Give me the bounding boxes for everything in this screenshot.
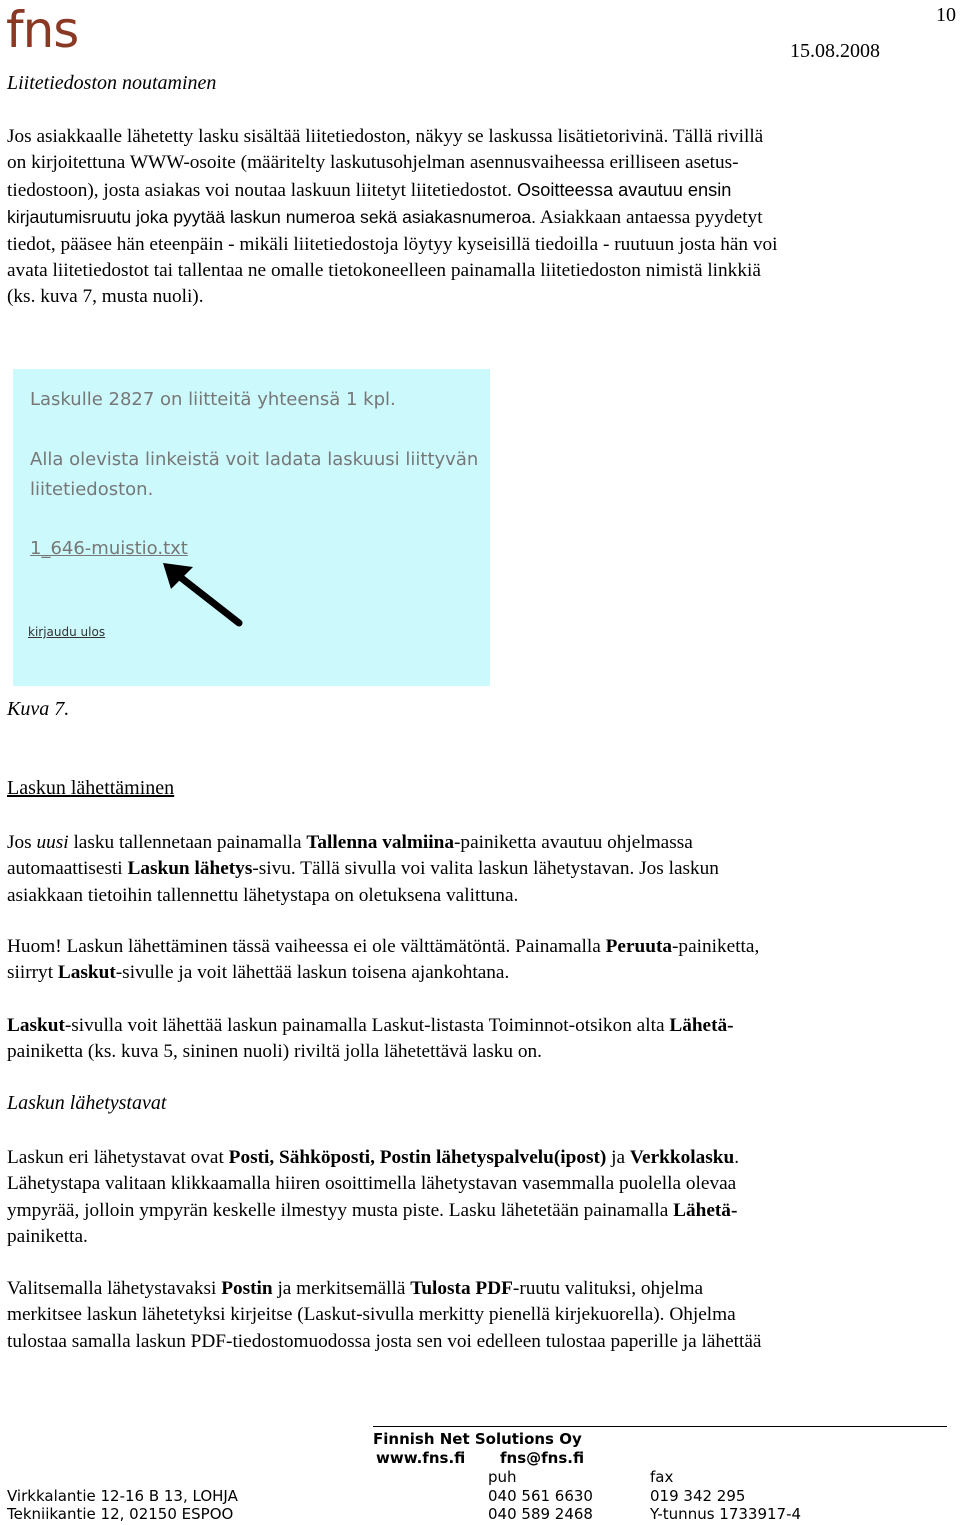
- text-line: [7, 1198, 957, 1224]
- text-line: tulostaa samalla laskun PDF-tiedostomuodossa josta sen voi edelleen tulostaa paperille ja lähettää: [7, 1330, 762, 1352]
- footer-company: Finnish Net Solutions Oy: [373, 1430, 582, 1448]
- text-line: Lähetystapa valitaan klikkaamalla hiiren osoittimella lähetystavan vasemmalla puolella olevaa: [7, 1173, 737, 1195]
- text-segment: -sivu. Tällä sivulla voi valita laskun lähetystavan. Jos laskun: [252, 858, 719, 880]
- text-segment: siirryt: [7, 962, 58, 984]
- text-segment: -sivulla voit lähettää laskun painamalla Laskut-listasta Toiminnot-otsikon alta: [64, 1015, 670, 1036]
- text-segment: Verkkolasku: [629, 1147, 735, 1168]
- text-line: [7, 830, 957, 856]
- footer-address-espoo: Tekniikantie 12, 02150 ESPOO: [7, 1505, 234, 1523]
- footer-divider: [373, 1426, 947, 1427]
- text-segment: automaattisesti: [7, 858, 128, 880]
- text-line: [7, 177, 957, 204]
- text-segment: Laskun eri lähetystavat ovat: [7, 1147, 229, 1168]
- text-segment: Lähetä-: [673, 1199, 738, 1221]
- text-line: [7, 856, 957, 882]
- footer-phone-label: puh: [488, 1468, 517, 1486]
- text-segment: -painiketta,: [672, 936, 760, 957]
- text-line: [7, 204, 957, 231]
- text-segment: Tulosta PDF: [410, 1278, 513, 1299]
- text-segment: ympyrää, jolloin ympyrän keskelle ilmestyy musta piste. Lasku lähetetään painamalla: [7, 1199, 674, 1221]
- text-segment: tiedostoon), josta asiakas voi noutaa laskuun liitetyt liitetiedostot.: [7, 179, 512, 201]
- text-line: [7, 1145, 957, 1171]
- text-segment: kirjautumisruutu joka pyytää laskun numeroa sekä asiakasnumeroa.: [7, 207, 537, 228]
- page-number: 10: [936, 4, 956, 26]
- text-line: [7, 1013, 957, 1039]
- text-segment: Valitsemalla lähetystavaksi: [7, 1278, 222, 1299]
- text-line: [7, 960, 957, 986]
- footer-business-id: Y-tunnus 1733917-4: [650, 1505, 802, 1523]
- footer-phone-lohja: 040 561 6630: [488, 1487, 593, 1505]
- attachment-screenshot: [13, 369, 490, 686]
- attachment-count-text: Laskulle 2827 on liitteitä yhteensä 1 kpl.: [30, 389, 396, 410]
- document-date: 15.08.2008: [790, 40, 880, 62]
- footer-fax-label: fax: [650, 1468, 674, 1486]
- text-segment: Laskut: [57, 962, 116, 984]
- text-segment: Osoitteessa avautuu ensin: [511, 179, 732, 200]
- text-segment: -painiketta avautuu ohjelmassa: [454, 832, 693, 853]
- logout-link[interactable]: kirjaudu ulos: [28, 625, 106, 639]
- text-segment: Huom! Laskun lähettäminen tässä vaiheessa ei ole välttämätöntä. Painamalla: [7, 936, 606, 957]
- text-segment: Asiakkaan antaessa pyydetyt: [536, 207, 763, 229]
- black-arrow-icon: [163, 563, 245, 629]
- figure-caption: Kuva 7.: [7, 698, 70, 720]
- text-line: tiedot, pääsee hän eteenpäin - mikäli liitetiedostoja löytyy kyseisillä tiedoilla - ruutuun josta hän voi: [7, 233, 778, 255]
- sending-paragraph-1: [7, 830, 957, 909]
- text-line: painiketta.: [7, 1226, 88, 1248]
- text-line: merkitsee laskun lähetetyksi kirjeitse (Laskut-sivulla merkitty pienellä kirjekuorella). Ohjelma: [7, 1304, 736, 1326]
- text-line: (ks. kuva 7, musta nuoli).: [7, 286, 204, 308]
- methods-paragraph-1: [7, 1145, 957, 1251]
- methods-paragraph-2: [7, 1276, 957, 1355]
- text-segment: -ruutu valituksi, ohjelma: [512, 1278, 704, 1299]
- text-segment: Tallenna valmiina: [306, 832, 455, 853]
- text-segment: ja merkitsemällä: [272, 1278, 411, 1299]
- text-line: on kirjoitettuna WWW-osoite (määritelty laskutusohjelman asennusvaiheessa erilliseen asetus-: [7, 152, 739, 174]
- heading-send-methods: Laskun lähetystavat: [7, 1092, 167, 1114]
- sending-paragraph-2: [7, 934, 957, 987]
- text-line: asiakkaan tietoihin tallennettu lähetystapa on oletuksena valittuna.: [7, 884, 519, 906]
- footer-website: www.fns.fi: [376, 1449, 466, 1467]
- attachment-file-link[interactable]: 1_646-muistio.txt: [30, 538, 188, 559]
- text-segment: Laskun lähetys: [127, 858, 253, 880]
- attachment-info-text-2: liitetiedoston.: [30, 479, 154, 500]
- text-line: Jos asiakkaalle lähetetty lasku sisältää liitetiedoston, näkyy se laskussa lisätietorivinä. Tällä rivillä: [7, 126, 764, 147]
- text-segment: .: [734, 1147, 740, 1168]
- text-segment: uusi: [36, 832, 69, 853]
- text-segment: Jos: [7, 832, 37, 853]
- text-segment: Postin: [221, 1278, 273, 1299]
- intro-paragraph: [7, 124, 957, 311]
- footer-address-lohja: Virkkalantie 12-16 B 13, LOHJA: [7, 1487, 238, 1505]
- text-line: [7, 934, 957, 960]
- text-line: [7, 1276, 957, 1302]
- footer-fax-lohja: 019 342 295: [650, 1487, 746, 1505]
- text-segment: ja: [606, 1147, 630, 1168]
- attachment-info-text: Alla olevista linkeistä voit ladata laskuusi liittyvän: [30, 449, 479, 470]
- text-segment: Lähetä-: [669, 1015, 734, 1036]
- footer-email: fns@fns.fi: [500, 1449, 585, 1467]
- text-segment: lasku tallennetaan painamalla: [68, 832, 307, 853]
- text-line: avata liitetiedostot tai tallentaa ne omalle tietokoneelleen painamalla liitetiedoston nimistä linkkiä: [7, 260, 761, 282]
- sending-paragraph-3: [7, 1013, 957, 1066]
- fns-logo: fns: [6, 1, 79, 59]
- section-title: Liitetiedoston noutaminen: [7, 72, 217, 94]
- text-segment: -sivulle ja voit lähettää laskun toisena ajankohtana.: [115, 962, 510, 984]
- text-segment: Laskut: [7, 1015, 65, 1036]
- footer-phone-espoo: 040 589 2468: [488, 1505, 593, 1523]
- text-segment: Peruuta: [605, 936, 673, 957]
- heading-sending: Laskun lähettäminen: [7, 777, 175, 799]
- text-line: painiketta (ks. kuva 5, sininen nuoli) riviltä jolla lähetettävä lasku on.: [7, 1041, 542, 1063]
- text-segment: Posti, Sähköposti, Postin lähetyspalvelu(ipost): [228, 1147, 607, 1168]
